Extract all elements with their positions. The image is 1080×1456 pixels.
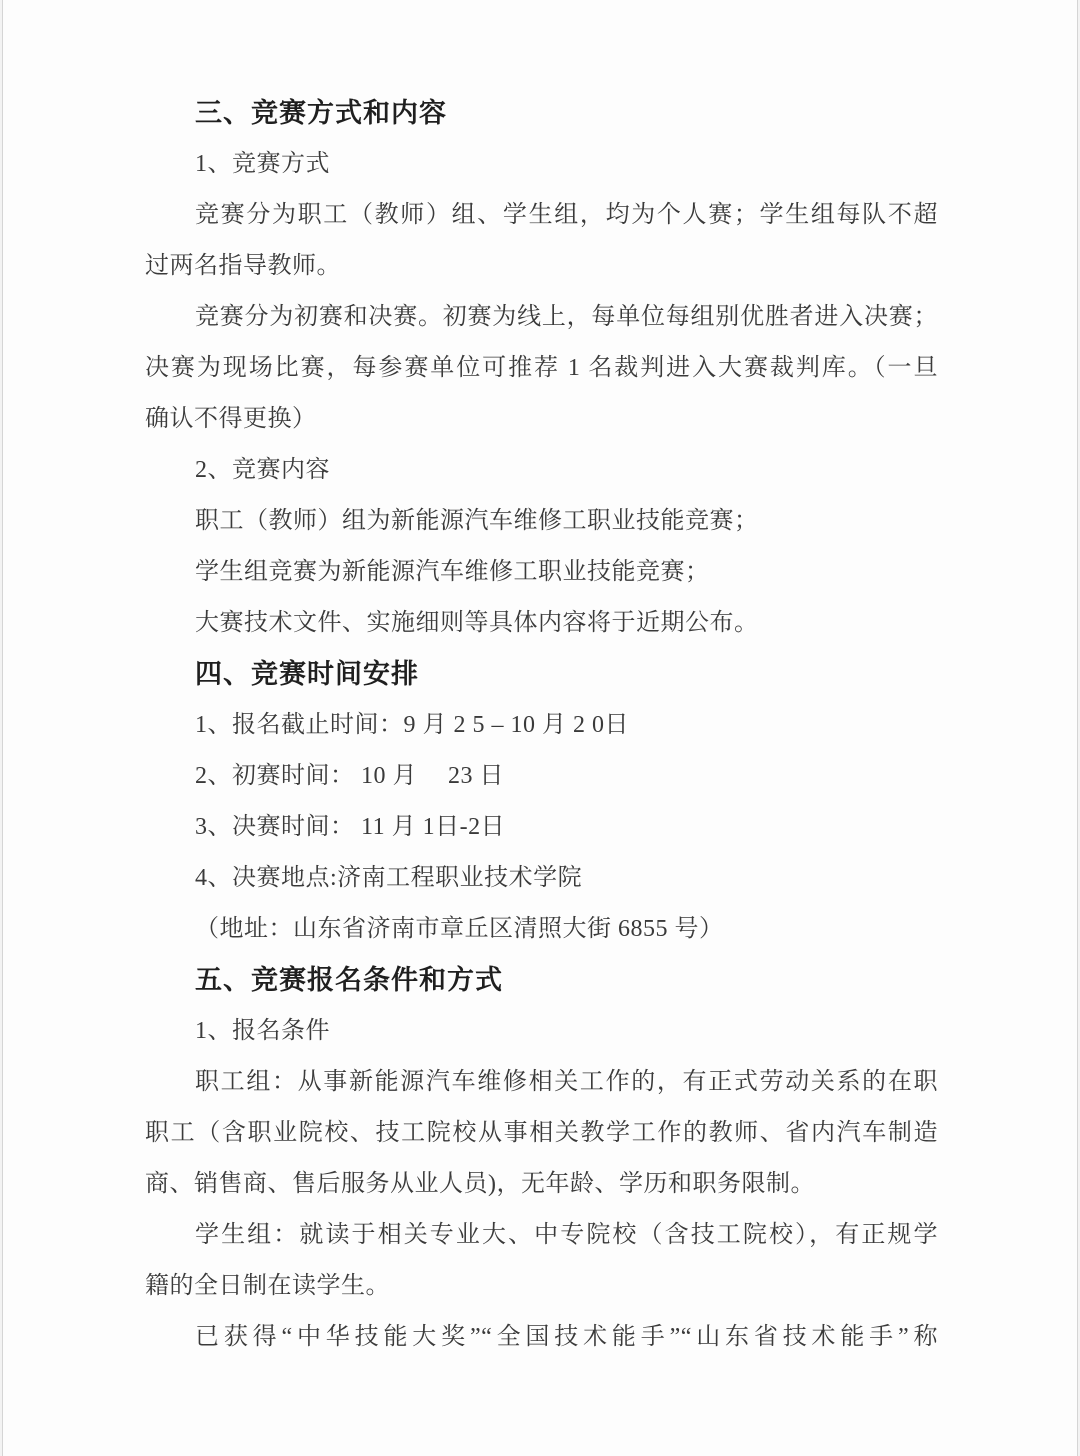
text-line: 已获得“中华技能大奖”“全国技术能手”“山东省技术能手”称 (195, 1324, 938, 1350)
text-line: 确认不得更换） (145, 406, 317, 432)
text-line: 商、销售商、售后服务从业人员)，无年龄、学历和职务限制。 (145, 1171, 815, 1197)
text-line: 学生组：就读于相关专业大、中专院校（含技工院校），有正规学 (195, 1222, 938, 1248)
text-line: 4、决赛地点:济南工程职业技术学院 (195, 865, 583, 891)
text-line: 1、竞赛方式 (195, 151, 330, 177)
section-heading: 五、竞赛报名条件和方式 (195, 965, 503, 996)
text-line: 职工（教师）组为新能源汽车维修工职业技能竞赛； (195, 508, 759, 534)
text-line: 学生组竞赛为新能源汽车维修工职业技能竞赛； (195, 559, 710, 585)
text-line: 决赛为现场比赛，每参赛单位可推荐 1 名裁判进入大赛裁判库。（一旦 (145, 355, 938, 381)
document-lines (145, 88, 938, 1363)
text-line: 1、报名条件 (195, 1018, 330, 1044)
text-line: 过两名指导教师。 (145, 253, 341, 279)
text-line: 竞赛分为初赛和决赛。初赛为线上，每单位每组别优胜者进入决赛； (195, 304, 938, 330)
text-line: 籍的全日制在读学生。 (145, 1273, 390, 1299)
text-line: （地址：山东省济南市章丘区清照大街 6855 号） (195, 916, 724, 942)
document-page (2, 0, 1078, 1456)
text-line: 大赛技术文件、实施细则等具体内容将于近期公布。 (195, 610, 759, 636)
text-line: 竞赛分为职工（教师）组、学生组，均为个人赛；学生组每队不超 (195, 202, 938, 228)
text-line: 职工（含职业院校、技工院校从事相关教学工作的教师、省内汽车制造 (145, 1120, 938, 1146)
text-line: 3、决赛时间： 11 月 1日-2日 (195, 814, 506, 840)
section-heading: 三、竞赛方式和内容 (195, 98, 447, 129)
text-line: 2、初赛时间： 10 月 23 日 (195, 763, 504, 789)
text-line: 2、竞赛内容 (195, 457, 330, 483)
text-line: 职工组：从事新能源汽车维修相关工作的，有正式劳动关系的在职 (195, 1069, 938, 1095)
text-line: 1、报名截止时间：9 月 2 5 – 10 月 2 0日 (195, 712, 629, 738)
section-heading: 四、竞赛时间安排 (195, 659, 419, 690)
